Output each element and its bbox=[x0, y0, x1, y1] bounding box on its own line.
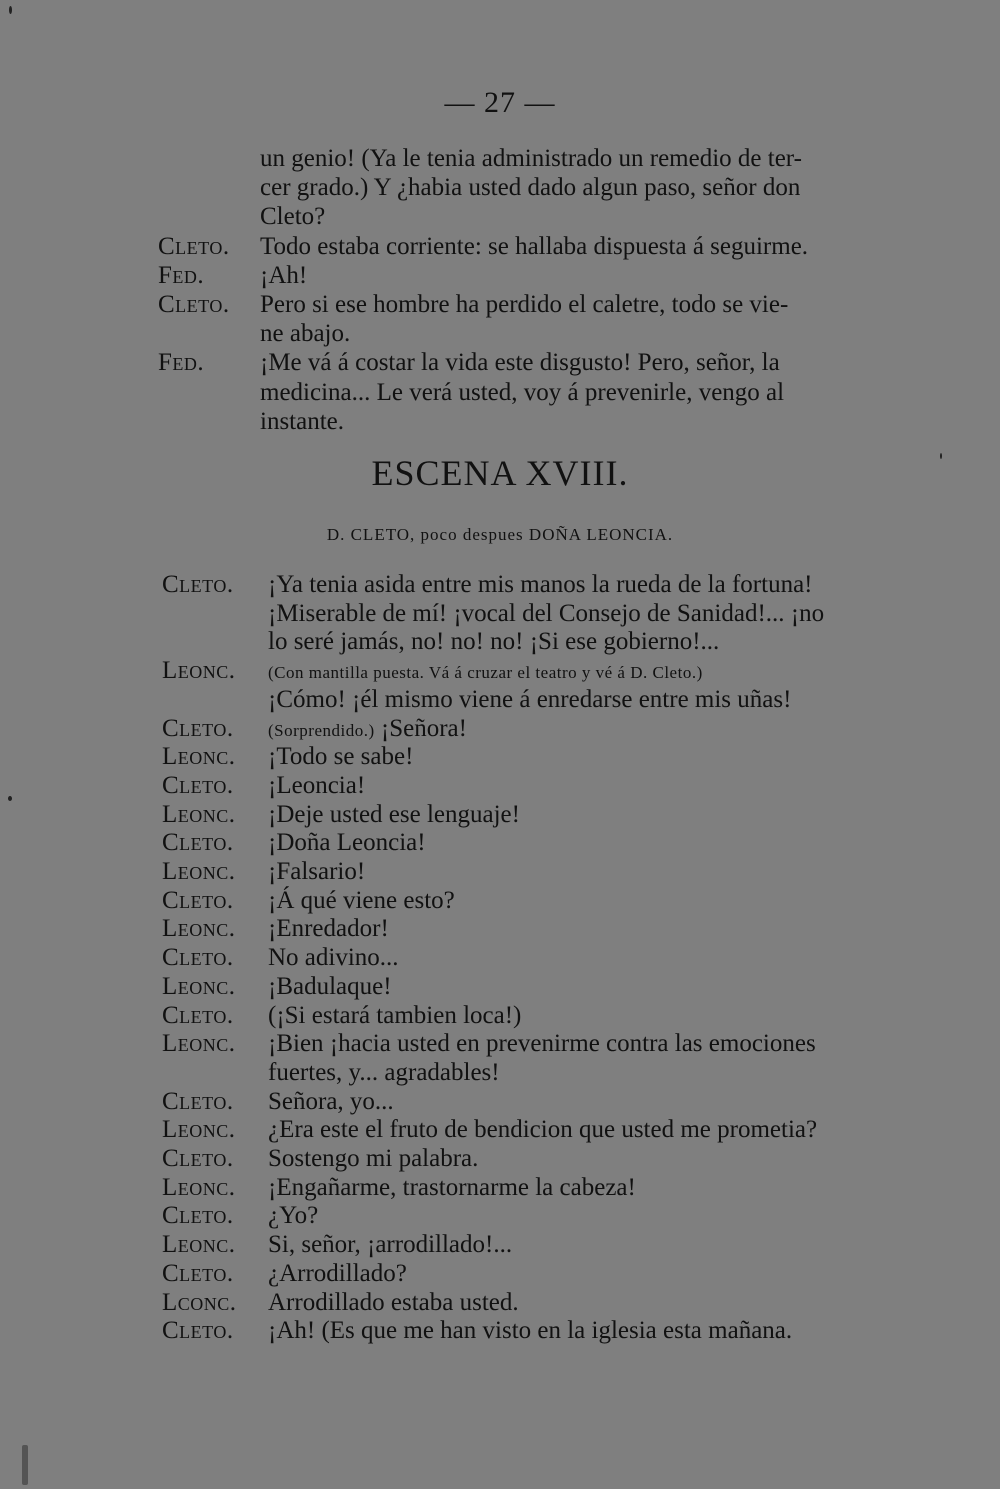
dialogue-line bbox=[0, 914, 1000, 944]
spoken-text: Cleto? bbox=[260, 203, 326, 231]
dialogue-text bbox=[268, 1201, 318, 1231]
spoken-text: ¡Deje usted ese lenguaje! bbox=[268, 800, 520, 828]
spoken-text: Todo estaba corriente: se hallaba dispuesta á seguirme. bbox=[260, 232, 809, 260]
dialogue-line bbox=[0, 290, 1000, 320]
speaker-name: Leonc. bbox=[162, 915, 236, 943]
spoken-text: Pero si ese hombre ha perdido el caletre, todo se vie- bbox=[260, 291, 789, 318]
dialogue-line bbox=[0, 1029, 1000, 1059]
spoken-text: ¡Enredador! bbox=[268, 915, 389, 943]
scene-characters: D. CLETO, poco despues DOÑA LEONCIA. bbox=[326, 525, 674, 544]
dialogue-text bbox=[268, 771, 365, 801]
dialogue-line bbox=[0, 173, 1000, 203]
dialogue-line bbox=[0, 407, 1000, 437]
speaker-name: Cleto. bbox=[162, 1001, 234, 1029]
dialogue-text bbox=[260, 319, 350, 349]
speaker-name: Leonc. bbox=[162, 800, 236, 828]
dialogue-line bbox=[0, 378, 1000, 408]
dialogue-line bbox=[0, 144, 1000, 174]
speaker-name: Cleto. bbox=[158, 291, 230, 318]
spoken-text: ¡Miserable de mí! ¡vocal del Consejo de Sanidad!... ¡no bbox=[268, 599, 825, 627]
speaker-name: Leonc. bbox=[162, 1030, 236, 1058]
dialogue-text bbox=[268, 742, 413, 772]
dialogue-line bbox=[0, 599, 1000, 629]
dialogue-text bbox=[260, 144, 802, 174]
spoken-text: (¡Si estará tambien loca!) bbox=[268, 1001, 522, 1029]
dialogue-text bbox=[268, 914, 389, 944]
dialogue-line bbox=[0, 570, 1000, 600]
spoken-text: instante. bbox=[260, 407, 345, 435]
speaker-name: Cleto. bbox=[162, 1087, 234, 1115]
spoken-text: ¡Falsario! bbox=[268, 858, 366, 885]
dialogue-line bbox=[0, 656, 1000, 686]
speaker-name: Leonc. bbox=[162, 1116, 236, 1144]
dialogue-text bbox=[268, 1230, 512, 1260]
dialogue-line bbox=[0, 886, 1000, 916]
scene-title: ESCENA XVIII. bbox=[371, 453, 629, 493]
dialogue-text bbox=[268, 1173, 636, 1203]
speaker-name: Cleto. bbox=[162, 771, 234, 799]
speaker-name: Leonc. bbox=[162, 657, 236, 685]
dialogue-text bbox=[268, 599, 824, 629]
speaker-name: Leonc. bbox=[162, 1231, 236, 1259]
dialogue-line bbox=[0, 685, 1000, 715]
dialogue-line bbox=[0, 1087, 1000, 1117]
spoken-text: ¡Ah! (Es que me han visto en la iglesia esta mañana. bbox=[268, 1317, 793, 1345]
ink-speck bbox=[22, 1445, 28, 1485]
dialogue-text bbox=[268, 1316, 792, 1346]
dialogue-text bbox=[268, 685, 791, 715]
dialogue-text bbox=[268, 1115, 817, 1145]
spoken-text: Arrodillado estaba usted. bbox=[268, 1288, 519, 1316]
dialogue-text bbox=[260, 348, 780, 378]
speaker-name: Cleto. bbox=[162, 886, 234, 914]
dialogue-line bbox=[0, 1201, 1000, 1231]
dialogue-text bbox=[268, 1029, 816, 1059]
spoken-text: ¿Yo? bbox=[268, 1202, 319, 1230]
spoken-text: Señora, yo... bbox=[268, 1087, 394, 1115]
dialogue-text bbox=[268, 1001, 521, 1031]
speaker-name: Leonc. bbox=[162, 858, 236, 885]
dialogue-text bbox=[260, 407, 344, 437]
ink-speck bbox=[940, 453, 942, 459]
spoken-text: ¡Leoncia! bbox=[268, 771, 366, 799]
dialogue-text bbox=[268, 1058, 500, 1088]
speaker-name: Cleto. bbox=[158, 232, 230, 260]
spoken-text: Si, señor, ¡arrodillado!... bbox=[268, 1231, 513, 1259]
dialogue-line bbox=[0, 627, 1000, 657]
dialogue-text bbox=[268, 714, 467, 746]
dialogue-line bbox=[0, 828, 1000, 858]
dialogue-line bbox=[0, 714, 1000, 744]
dialogue-text bbox=[260, 290, 788, 320]
spoken-text: ¿Era este el fruto de bendicion que usted me prometia? bbox=[268, 1116, 818, 1144]
dialogue-text bbox=[260, 232, 808, 262]
dialogue-line bbox=[0, 1115, 1000, 1145]
dialogue-text bbox=[260, 173, 800, 203]
spoken-text: fuertes, y... agradables! bbox=[268, 1058, 500, 1086]
dialogue-line bbox=[0, 1173, 1000, 1203]
stage-direction: (Sorprendido.) bbox=[268, 720, 375, 740]
spoken-text: ¡Cómo! ¡él mismo viene á enredarse entre mis uñas! bbox=[268, 685, 792, 713]
speaker-name: Cleto. bbox=[162, 829, 234, 857]
spoken-text: ¡Bien ¡hacia usted en prevenirme contra las emociones bbox=[268, 1030, 816, 1058]
dialogue-line bbox=[0, 800, 1000, 830]
dialogue-line bbox=[0, 771, 1000, 801]
spoken-text: ¡Engañarme, trastornarme la cabeza! bbox=[268, 1173, 636, 1201]
dialogue-text bbox=[268, 1144, 478, 1174]
spoken-text: ¿Arrodillado? bbox=[268, 1259, 407, 1287]
dialogue-line bbox=[0, 202, 1000, 232]
dialogue-text bbox=[260, 261, 307, 291]
dialogue-text bbox=[268, 857, 365, 887]
dialogue-text bbox=[260, 202, 325, 232]
spoken-text: ¡Todo se sabe! bbox=[268, 743, 414, 771]
dialogue-line bbox=[0, 348, 1000, 378]
dialogue-text bbox=[268, 570, 813, 600]
stage-direction: (Con mantilla puesta. Vá á cruzar el teatro y vé á D. Cleto.) bbox=[268, 663, 703, 683]
dialogue-line bbox=[0, 1144, 1000, 1174]
dialogue-text bbox=[260, 378, 784, 408]
dialogue-line bbox=[0, 1058, 1000, 1088]
spoken-text: ¡Badulaque! bbox=[268, 972, 392, 1000]
speaker-name: Cleto. bbox=[162, 1317, 234, 1345]
spoken-text: medicina... Le verá usted, voy á prevenirle, vengo al bbox=[260, 378, 785, 406]
dialogue-line bbox=[0, 319, 1000, 349]
dialogue-line bbox=[0, 1259, 1000, 1289]
speaker-name: Cleto. bbox=[162, 944, 234, 972]
spoken-text: ¡Á qué viene esto? bbox=[268, 886, 455, 914]
dialogue-text bbox=[268, 627, 719, 657]
speaker-name: Leonc. bbox=[162, 743, 236, 771]
spoken-text: Sostengo mi palabra. bbox=[268, 1145, 479, 1172]
dialogue-line bbox=[0, 1001, 1000, 1031]
dialogue-line bbox=[0, 261, 1000, 291]
dialogue-text bbox=[268, 1259, 407, 1289]
dialogue-text bbox=[268, 886, 455, 916]
ink-speck bbox=[9, 6, 12, 14]
speaker-name: Cleto. bbox=[162, 571, 234, 598]
ink-speck bbox=[8, 796, 12, 801]
spoken-text: ¡Ah! bbox=[260, 261, 308, 289]
spoken-text: ¡Señora! bbox=[380, 714, 467, 742]
speaker-name: Leonc. bbox=[162, 1173, 236, 1201]
dialogue-text bbox=[268, 1288, 519, 1318]
dialogue-line bbox=[0, 972, 1000, 1002]
speaker-name: Cleto. bbox=[162, 714, 234, 742]
dialogue-text bbox=[268, 972, 392, 1002]
dialogue-text bbox=[268, 828, 426, 858]
speaker-name: Cleto. bbox=[162, 1202, 234, 1230]
spoken-text: ¡Me vá á costar la vida este disgusto! Pero, señor, la bbox=[260, 349, 780, 377]
speaker-name: Fed. bbox=[158, 261, 205, 289]
speaker-name: Lconc. bbox=[162, 1288, 237, 1316]
dialogue-line bbox=[0, 943, 1000, 973]
speaker-name: Cleto. bbox=[162, 1145, 234, 1172]
page-number: — 27 — bbox=[444, 86, 556, 119]
spoken-text: lo seré jamás, no! no! no! ¡Si ese gobierno!... bbox=[268, 628, 720, 656]
dialogue-line bbox=[0, 1316, 1000, 1346]
speaker-name: Cleto. bbox=[162, 1259, 234, 1287]
dialogue-text bbox=[268, 943, 399, 973]
spoken-text: ¡Ya tenia asida entre mis manos la rueda de la fortuna! bbox=[268, 571, 813, 598]
spoken-text: No adivino... bbox=[268, 944, 399, 972]
spoken-text: un genio! (Ya le tenia administrado un remedio de ter- bbox=[260, 145, 802, 172]
dialogue-line bbox=[0, 1230, 1000, 1260]
spoken-text: cer grado.) Y ¿habia usted dado algun paso, señor don bbox=[260, 174, 801, 202]
dialogue-text bbox=[268, 800, 520, 830]
spoken-text: ¡Doña Leoncia! bbox=[268, 829, 426, 857]
speaker-name: Fed. bbox=[158, 349, 205, 377]
dialogue-line bbox=[0, 232, 1000, 262]
speaker-name: Leonc. bbox=[162, 972, 236, 1000]
dialogue-text bbox=[268, 656, 703, 688]
dialogue-line bbox=[0, 742, 1000, 772]
dialogue-line bbox=[0, 857, 1000, 887]
dialogue-text bbox=[268, 1087, 394, 1117]
spoken-text: ne abajo. bbox=[260, 320, 351, 348]
dialogue-line bbox=[0, 1288, 1000, 1318]
